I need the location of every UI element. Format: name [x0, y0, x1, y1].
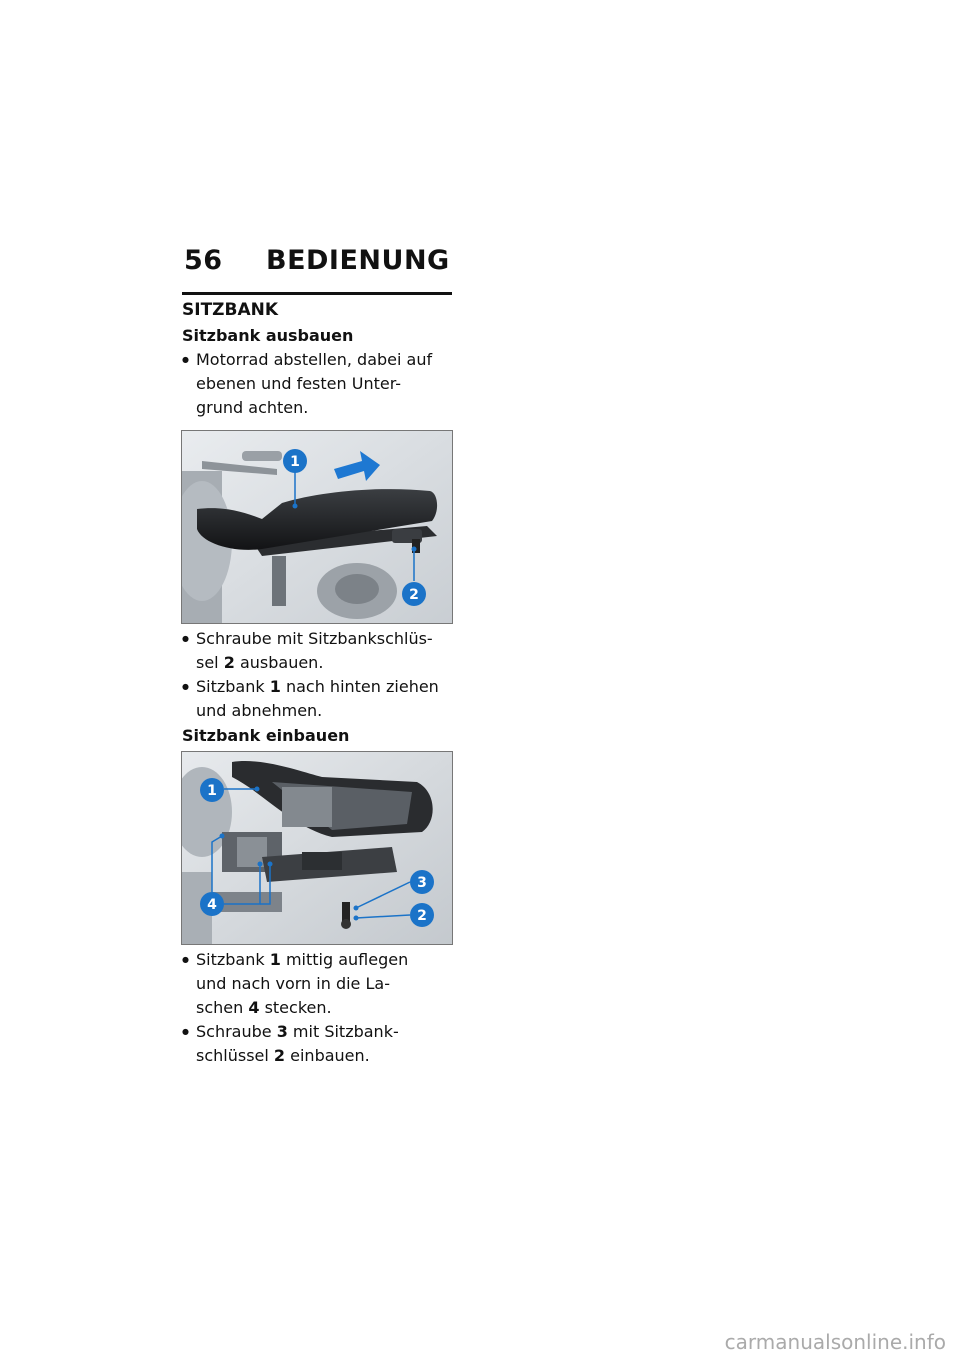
- install-step-list: [182, 948, 452, 1068]
- page-header: [182, 244, 452, 278]
- page-number: 56: [184, 245, 223, 276]
- list-item: ● Motorrad abstellen, dabei auf ebenen und festen Unter- grund achten.: [182, 348, 452, 420]
- remove-step-list-2: [182, 627, 452, 723]
- callout-2: 2: [417, 908, 427, 924]
- seat-removal-figure: [181, 430, 453, 624]
- callout-3: 3: [417, 875, 427, 891]
- section-rule: [182, 292, 452, 295]
- watermark: carmanualsonline.info: [724, 1330, 946, 1354]
- remove-step-list-1: [182, 348, 452, 420]
- chapter-title: BEDIENUNG: [266, 245, 450, 276]
- list-item: ● Sitzbank 1 mittig auflegen und nach vorn in die La- schen 4 stecken.: [182, 948, 452, 1020]
- install-heading: Sitzbank einbauen: [182, 726, 350, 745]
- section-title: SITZBANK: [182, 300, 279, 320]
- remove-heading: Sitzbank ausbauen: [182, 326, 354, 345]
- callout-1: 1: [207, 783, 217, 799]
- callout-2: 2: [409, 587, 419, 603]
- list-item: ● Schraube 3 mit Sitzbank- schlüssel 2 einbauen.: [182, 1020, 452, 1068]
- callout-4: 4: [207, 897, 217, 913]
- callout-1: 1: [290, 454, 300, 470]
- list-item: ● Schraube mit Sitzbankschlüs- sel 2 ausbauen.: [182, 627, 452, 675]
- list-item: ● Sitzbank 1 nach hinten ziehen und abnehmen.: [182, 675, 452, 723]
- seat-installation-figure: [181, 751, 453, 945]
